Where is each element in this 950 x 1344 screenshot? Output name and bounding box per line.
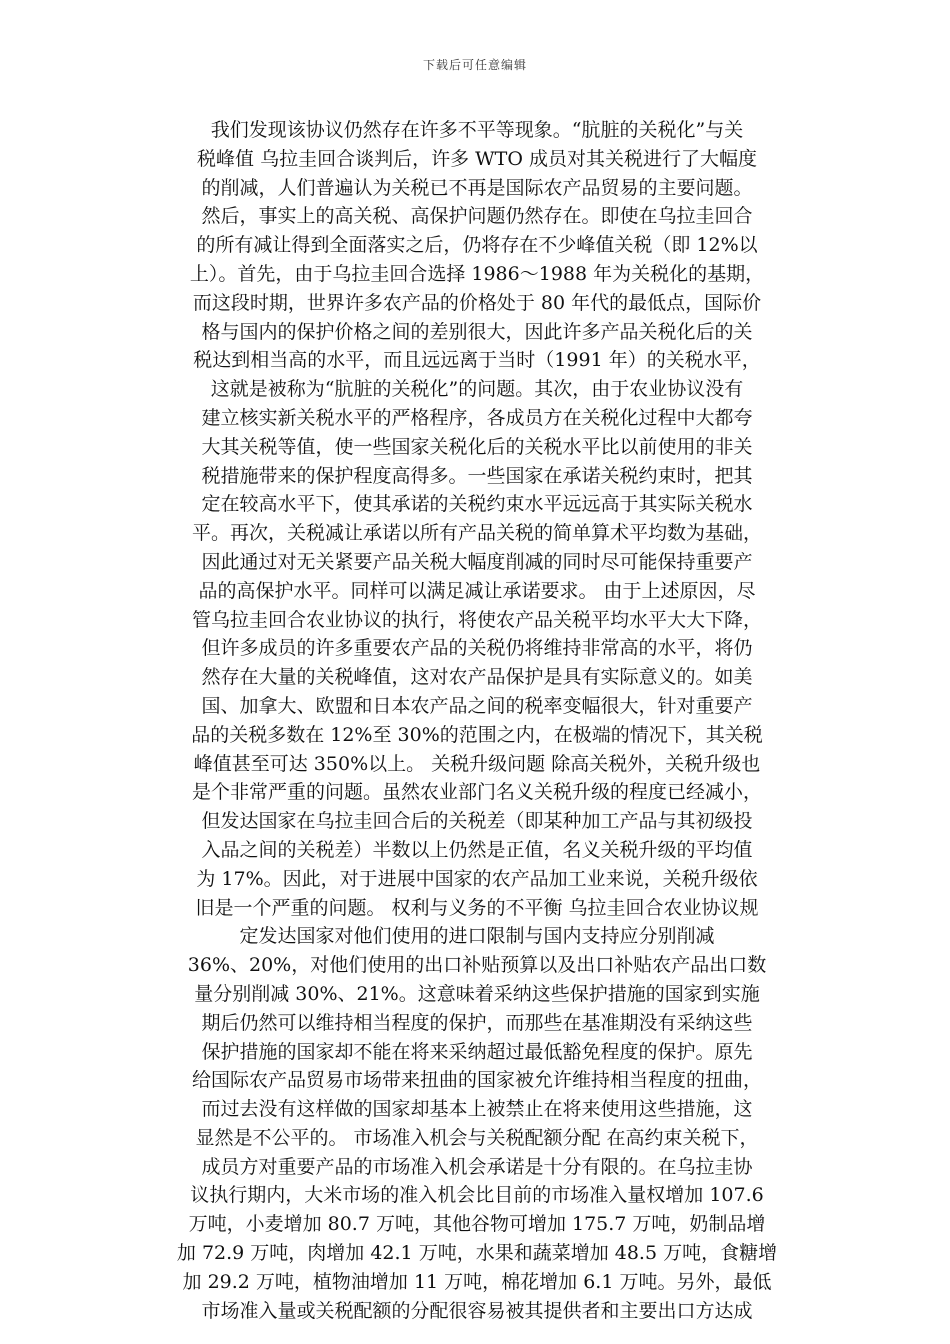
text-line: 保护措施的国家却不能在将来采纳超过最低豁免程度的保护。原先: [201, 1040, 753, 1063]
text-line: 因此通过对无关紧要产品关税大幅度削减的同时尽可能保持重要产: [201, 550, 753, 573]
text-line: 税峰值 乌拉圭回合谈判后，许多 WTO 成员对其关税进行了大幅度: [197, 147, 757, 170]
text-line: 万吨，小麦增加 80.7 万吨，其他谷物可增加 175.7 万吨，奶制品增: [188, 1213, 766, 1236]
text-line: 成员方对重要产品的市场准入机会承诺是十分有限的。在乌拉圭协: [201, 1155, 753, 1178]
text-line: 但发达国家在乌拉圭回合后的关税差（即某种加工产品与其初级投: [201, 810, 753, 833]
text-line: 市场准入量或关税配额的分配很容易被其提供者和主要出口方达成: [201, 1299, 753, 1322]
text-line: 期后仍然可以维持相当程度的保护，而那些在基准期没有采纳这些: [201, 1011, 753, 1034]
text-line: 而过去没有这样做的国家却基本上被禁止在将来使用这些措施，这: [201, 1098, 753, 1121]
text-line: 但许多成员的许多重要农产品的关税仍将维持非常高的水平，将仍: [201, 637, 753, 660]
text-line: 上）。首先，由于乌拉圭回合选择 1986～1988 年为关税化的基期，: [189, 262, 765, 285]
page-header: 下载后可任意编辑: [422, 58, 527, 72]
text-line: 国、加拿大、欧盟和日本农产品之间的税率变幅很大，针对重要产: [201, 694, 753, 717]
text-line: 定在较高水平下，使其承诺的关税约束水平远远高于其实际关税水: [201, 493, 753, 516]
text-line: 峰值甚至可达 350%以上。 关税升级问题 除高关税外，关税升级也: [193, 752, 761, 775]
text-line: 显然是不公平的。 市场准入机会与关税配额分配 在高约束关税下，: [195, 1126, 759, 1149]
text-line: 为 17%。因此，对于进展中国家的农产品加工业来说，关税升级依: [196, 867, 758, 890]
text-line: 旧是一个严重的问题。 权利与义务的不平衡 乌拉圭回合农业协议规: [195, 896, 759, 919]
text-line: 格与国内的保护价格之间的差别很大，因此许多产品关税化后的关: [201, 320, 753, 343]
text-line: 议执行期内，大米市场的准入机会比目前的市场准入量权增加 107.6: [190, 1184, 764, 1207]
text-line: 是个非常严重的问题。虽然农业部门名义关税升级的程度已经减小，: [191, 781, 762, 804]
text-line: 税措施带来的保护程度高得多。一些国家在承诺关税约束时，把其: [201, 464, 753, 487]
text-line: 然后，事实上的高关税、高保护问题仍然存在。即使在乌拉圭回合: [201, 205, 753, 228]
text-line: 加 72.9 万吨，肉增加 42.1 万吨，水果和蔬菜增加 48.5 万吨，食糖增: [176, 1242, 778, 1265]
text-line: 品的关税多数在 12%至 30%的范围之内，在极端的情况下，其关税: [191, 723, 763, 746]
text-line: 的削减，人们普遍认为关税已不再是国际农产品贸易的主要问题。: [201, 176, 753, 199]
text-line: 36%、20%，对他们使用的出口补贴预算以及出口补贴农产品出口数: [187, 954, 767, 977]
text-line: 平。再次，关税减让承诺以所有产品关税的简单算术平均数为基础，: [191, 522, 762, 545]
text-line: 的所有减让得到全面落实之后，仍将存在不少峰值关税（即 12%以: [196, 234, 758, 257]
text-line: 品的高保护水平。同样可以满足减让承诺要求。 由于上述原因，尽: [198, 579, 756, 602]
text-line: 然存在大量的关税峰值，这对农产品保护是具有实际意义的。如美: [201, 666, 753, 689]
text-line: 定发达国家对他们使用的进口限制与国内支持应分别削减: [239, 925, 715, 948]
text-line: 给国际农产品贸易市场带来扭曲的国家被允许维持相当程度的扭曲，: [191, 1069, 762, 1092]
text-line: 管乌拉圭回合农业协议的执行，将使农产品关税平均水平大大下降，: [191, 608, 762, 631]
text-line: 我们发现该协议仍然存在许多不平等现象。“肮脏的关税化”与关: [210, 119, 744, 141]
body-text: [146, 116, 808, 1325]
text-line: 量分别削减 30%、21%。这意味着采纳这些保护措施的国家到实施: [194, 982, 760, 1005]
text-line: 税达到相当高的水平，而且远远离于当时（1991 年）的关税水平，: [193, 349, 761, 372]
text-line: 加 29.2 万吨，植物油增加 11 万吨，棉花增加 6.1 万吨。另外，最低: [182, 1270, 772, 1293]
text-line: 而这段时期，世界许多农产品的价格处于 80 年代的最低点，国际价: [192, 291, 762, 314]
text-line: 大其关税等值，使一些国家关税化后的关税水平比以前使用的非关: [201, 435, 753, 458]
text-line: 入品之间的关税差）半数以上仍然是正值，名义关税升级的平均值: [201, 838, 753, 861]
text-line: 建立核实新关税水平的严格程序，各成员方在关税化过程中大都夸: [201, 406, 753, 429]
text-line: 这就是被称为“肮脏的关税化”的问题。其次，由于农业协议没有: [210, 378, 744, 401]
